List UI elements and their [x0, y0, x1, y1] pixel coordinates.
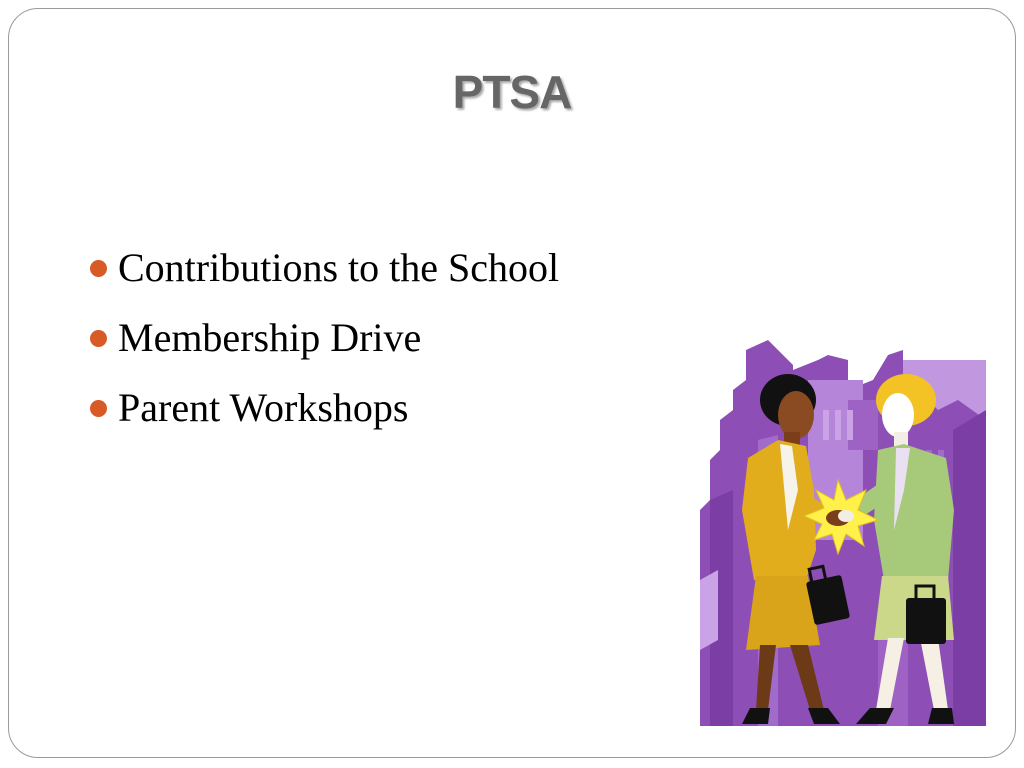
bullet-text: Membership Drive: [118, 315, 422, 360]
bullet-text: Parent Workshops: [118, 385, 409, 430]
bullet-dot-icon: [90, 260, 107, 277]
bullet-item: [88, 380, 559, 450]
bullet-item: [88, 240, 559, 310]
slide-title: PTSA: [452, 66, 572, 118]
bullet-text: Contributions to the School: [118, 245, 560, 290]
bullet-item: [88, 310, 559, 380]
bullet-dot-icon: [90, 400, 107, 417]
business-handshake-clipart: [698, 340, 988, 726]
bullet-list: [88, 240, 559, 450]
bullet-dot-icon: [90, 330, 107, 347]
